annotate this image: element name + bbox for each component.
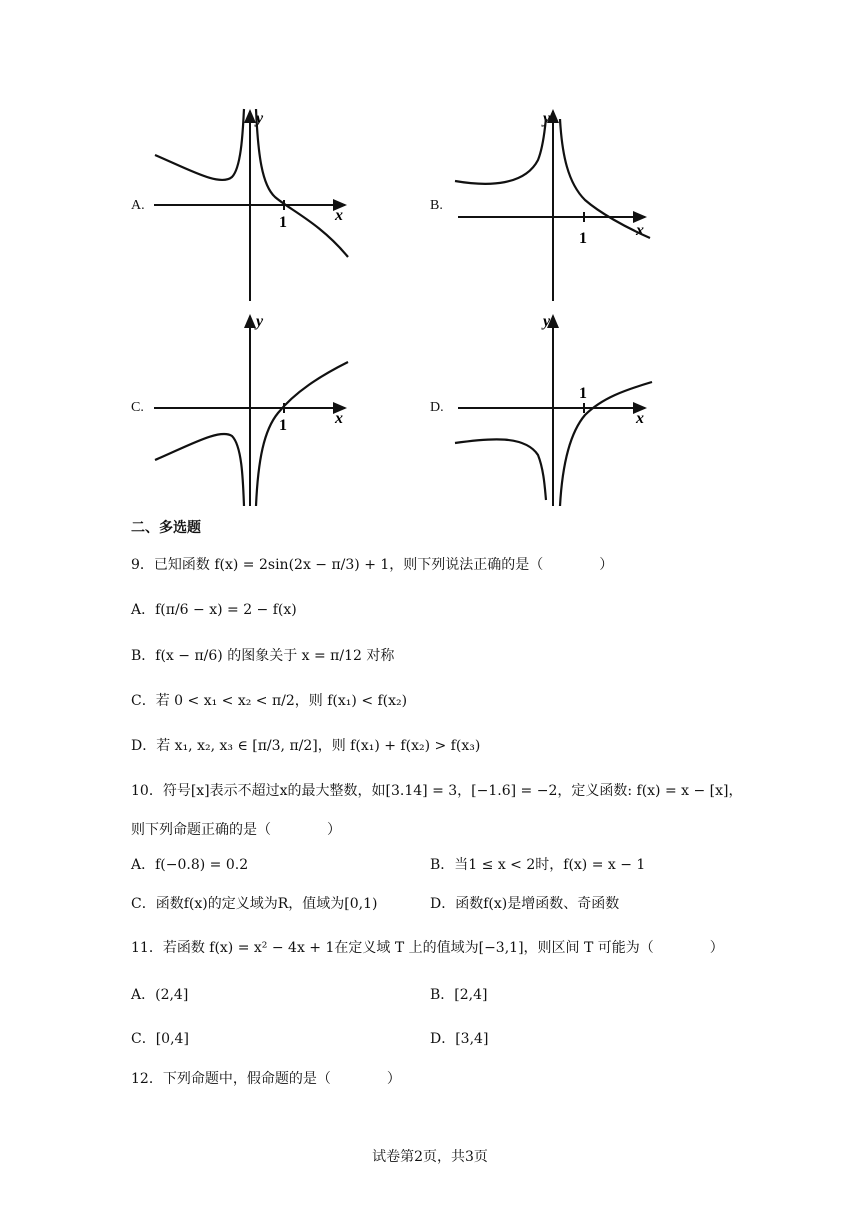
tick-label: 1 [279, 214, 287, 231]
option-c-letter: C. [131, 400, 144, 415]
curve-left [155, 109, 244, 180]
x-label: x [636, 222, 644, 239]
page-footer: 试卷第2页，共3页 [372, 1149, 488, 1165]
tick-label: 1 [579, 230, 587, 247]
graph-b [450, 105, 655, 305]
y-label: y [543, 313, 551, 330]
graph-d [450, 310, 655, 510]
curve-left [455, 119, 546, 184]
graph-c [150, 310, 355, 510]
q10-option-c: C．函数f(x)的定义域为R，值域为[0,1) [131, 896, 378, 912]
q10-stem-line1: 10．符号[x]表示不超过x的最大整数，如[3.14] = 3，[−1.6] = −2，定义函数: f(x) = x − [x]， [131, 783, 743, 799]
q12-stem: 12．下列命题中，假命题的是（ ） [131, 1071, 401, 1087]
curve-right [256, 109, 348, 257]
q10-option-b: B．当1 ≤ x < 2时，f(x) = x − 1 [430, 857, 646, 873]
q11-option-b: B．[2,4] [430, 987, 488, 1003]
q10-option-a: A．f(−0.8) = 0.2 [131, 857, 249, 873]
q9-option-d: D．若 x₁, x₂, x₃ ∈ [π/3, π/2]，则 f(x₁) + f(x₂) > f(x₃) [131, 738, 481, 754]
q11-option-c: C．[0,4] [131, 1031, 189, 1047]
curve-right [560, 119, 650, 238]
x-label: x [335, 207, 343, 224]
q11-option-d: D．[3,4] [430, 1031, 489, 1047]
x-label: x [335, 410, 343, 427]
q11-stem: 11．若函数 f(x) = x² − 4x + 1在定义域 T 上的值域为[−3,1]，则区间 T 可能为（ ） [131, 940, 724, 956]
q9-stem: 9．已知函数 f(x) = 2sin(2x − π/3) + 1，则下列说法正确的是（ ） [131, 557, 614, 573]
curve-right [560, 382, 652, 506]
y-label: y [256, 313, 264, 330]
curve-right [256, 362, 348, 506]
option-d-letter: D. [430, 400, 444, 415]
q10-option-d: D．函数f(x)是增函数、奇函数 [430, 896, 620, 912]
q9-option-a: A．f(π/6 − x) = 2 − f(x) [131, 602, 297, 618]
curve-left [455, 439, 546, 500]
option-b-letter: B. [430, 198, 443, 213]
curve-left [155, 434, 244, 506]
graph-a [150, 105, 355, 305]
q9-option-b: B．f(x − π/6) 的图象关于 x = π/12 对称 [131, 648, 395, 664]
q11-option-a: A．(2,4] [131, 987, 189, 1003]
option-a-letter: A. [131, 198, 145, 213]
tick-label: 1 [579, 385, 587, 402]
section-heading: 二、多选题 [131, 520, 201, 536]
y-label: y [543, 110, 551, 127]
tick-label: 1 [279, 417, 287, 434]
y-label: y [256, 110, 264, 127]
q9-option-c: C．若 0 < x₁ < x₂ < π/2，则 f(x₁) < f(x₂) [131, 693, 408, 709]
q10-stem-line2: 则下列命题正确的是（ ） [131, 822, 341, 838]
x-label: x [636, 410, 644, 427]
